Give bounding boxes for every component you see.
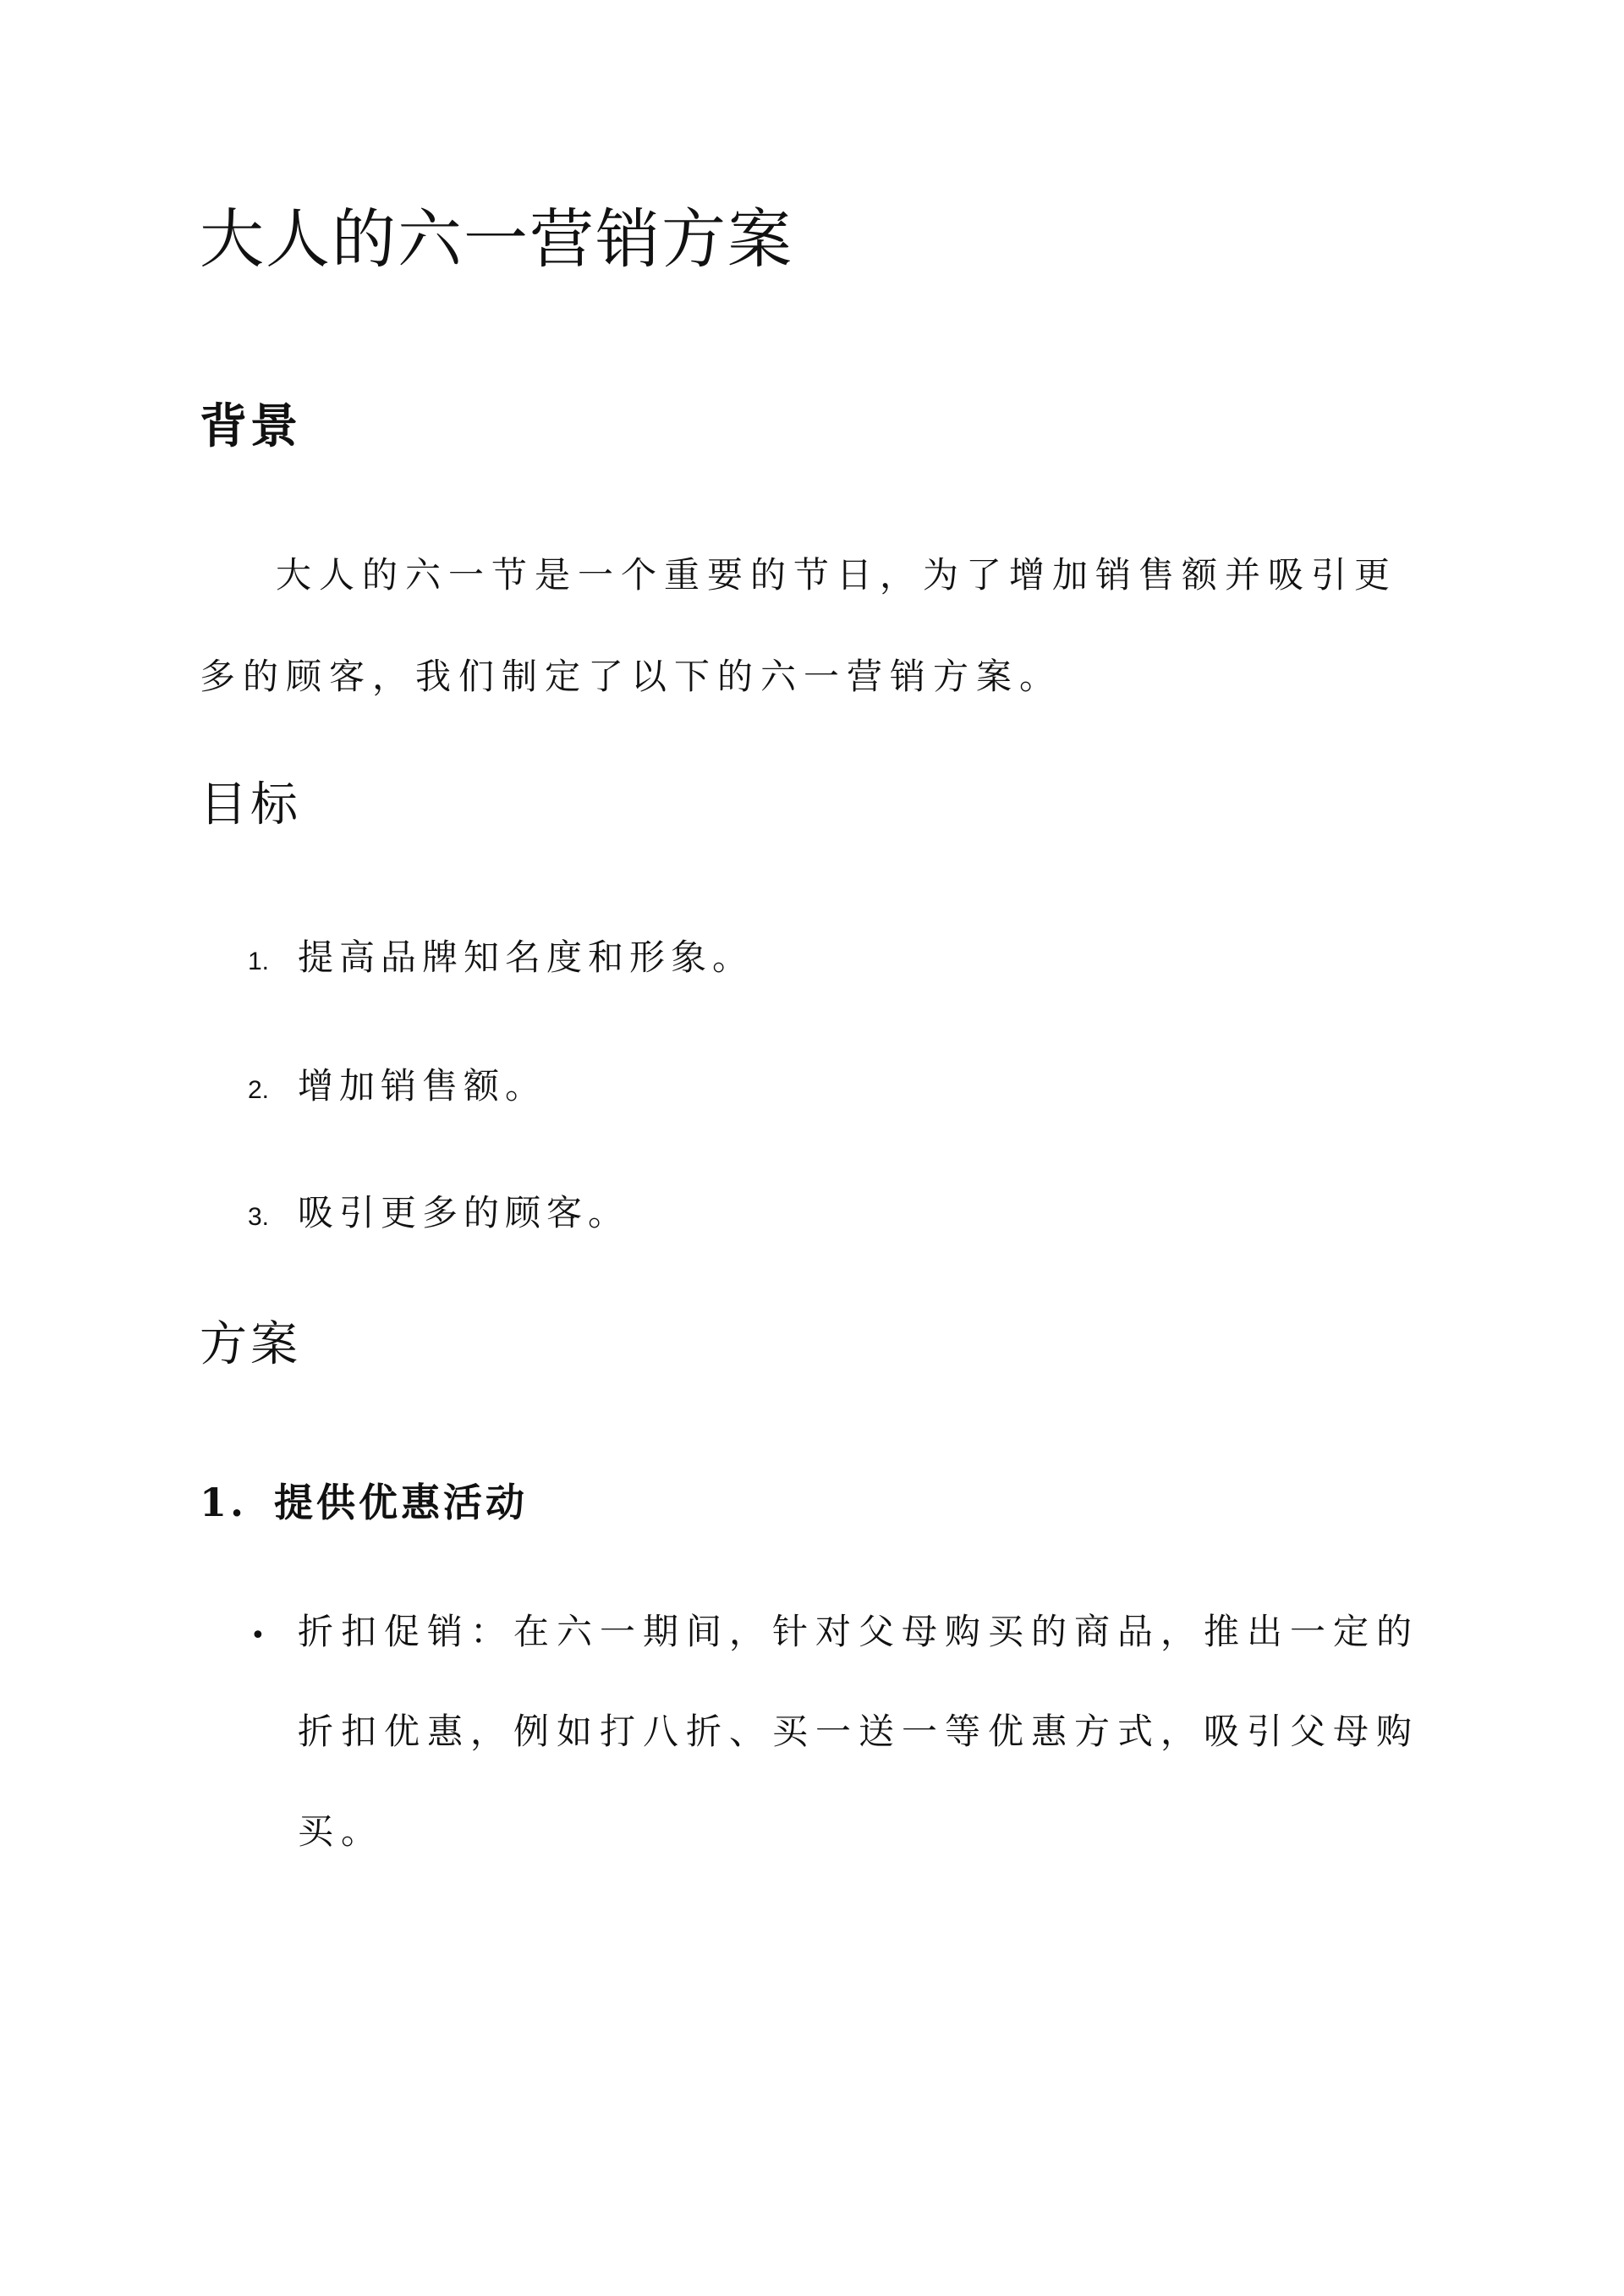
section-heading-goals: 目标 bbox=[200, 777, 301, 832]
list-number: 1. bbox=[247, 948, 269, 975]
section-heading-background: 背景 bbox=[200, 398, 301, 454]
subsection-heading bbox=[200, 1469, 528, 1536]
bullet-marker: • bbox=[250, 1621, 266, 1651]
subsection-title: 提供优惠活动 bbox=[274, 1480, 528, 1525]
background-paragraph: 大人的六一节是一个重要的节日，为了增加销售额并吸引更多的顾客，我们制定了以下的六一营销方案。 bbox=[200, 554, 1398, 697]
list-number: 2. bbox=[247, 1076, 269, 1104]
document-title: 大人的六一营销方案 bbox=[200, 201, 793, 277]
bullet-list-item bbox=[200, 1582, 1443, 1881]
goal-list-item bbox=[200, 1052, 1435, 1124]
list-number: 3. bbox=[247, 1203, 269, 1231]
list-item-text: 吸引更多的顾客。 bbox=[298, 1192, 630, 1233]
section-heading-plan: 方案 bbox=[200, 1317, 301, 1372]
bullet-text: 折扣促销：在六一期间，针对父母购买的商品，推出一定的折扣优惠，例如打八折、买一送一等优惠方式，吸引父母购买。 bbox=[298, 1611, 1420, 1852]
list-item-text: 提高品牌知名度和形象。 bbox=[298, 937, 754, 978]
goal-list-item bbox=[200, 924, 1435, 996]
subsection-number: 1. bbox=[200, 1480, 248, 1525]
goal-list-item bbox=[200, 1179, 1435, 1251]
list-item-text: 增加销售额。 bbox=[298, 1065, 547, 1107]
